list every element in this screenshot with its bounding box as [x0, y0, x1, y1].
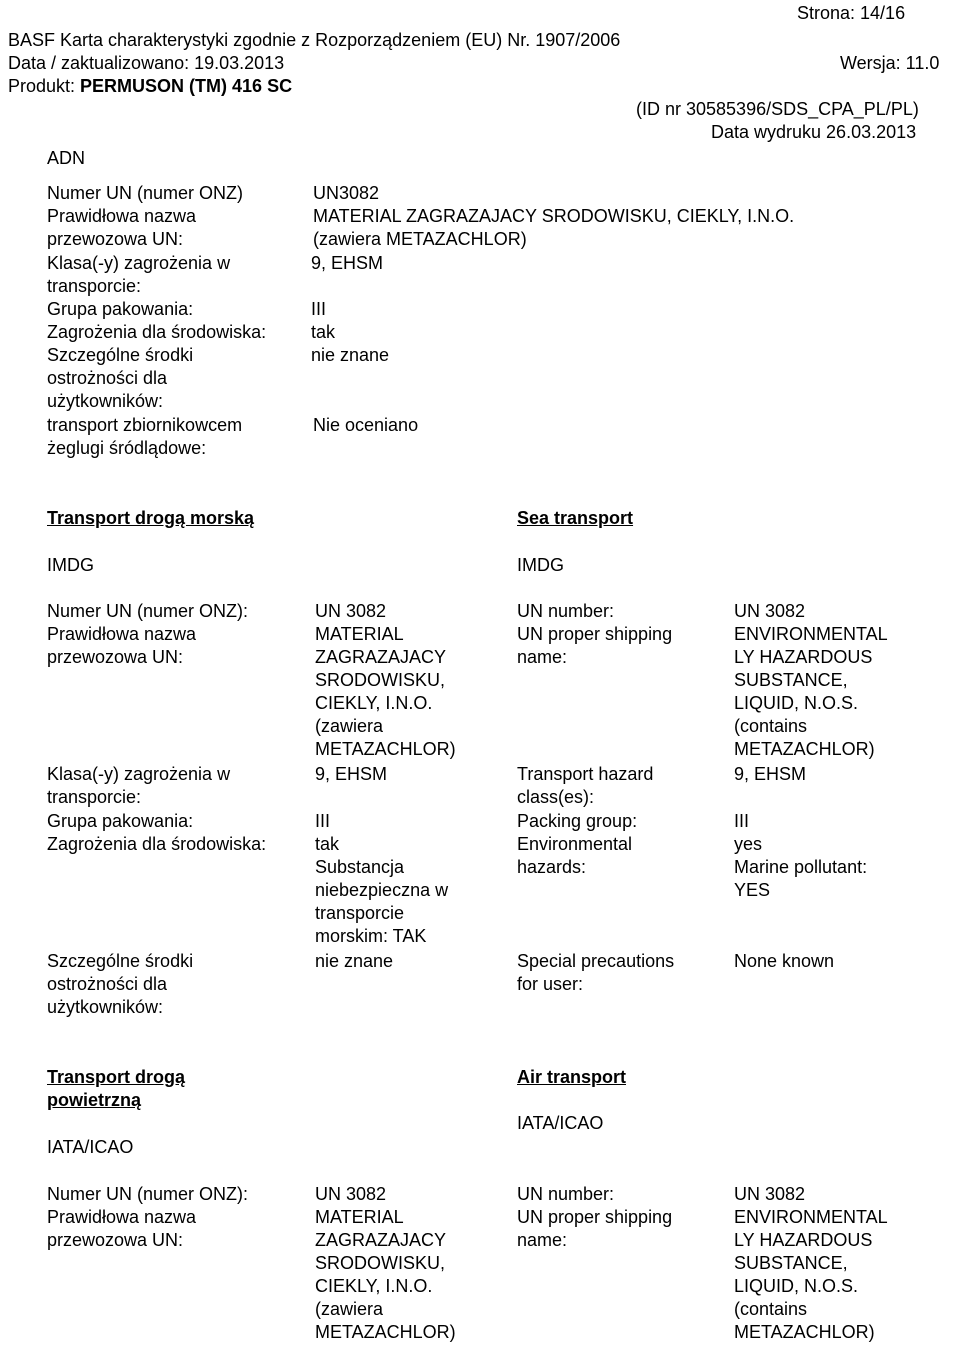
- sea-en-pg-label: Packing group:: [517, 811, 638, 831]
- sea-en-pg-value: III: [734, 811, 750, 831]
- adn-env-label: Zagrożenia dla środowiska:: [47, 322, 267, 342]
- sea-en-class-label: Transport hazard class(es):: [517, 764, 654, 807]
- adn-pg-label: Grupa pakowania:: [47, 299, 194, 319]
- air-pl-name-value: MATERIAL ZAGRAZAJACY SRODOWISKU, CIEKLY, I.N.O. (zawiera METAZACHLOR): [315, 1207, 456, 1342]
- print-date: Data wydruku 26.03.2013: [711, 122, 917, 142]
- sea-en-code: IMDG: [517, 555, 564, 575]
- sea-pl-precautions-value: nie znane: [315, 951, 394, 971]
- product-line: [8, 75, 292, 98]
- adn-name-label-1: Prawidłowa nazwa: [47, 206, 197, 226]
- air-en-un-label: UN number:: [517, 1184, 615, 1204]
- air-en-name-value: ENVIRONMENTAL LY HAZARDOUS SUBSTANCE, LIQUID, N.O.S. (contains METAZACHLOR): [734, 1207, 888, 1342]
- sea-en-class-value: 9, EHSM: [734, 764, 807, 784]
- sea-pl-env-label: Zagrożenia dla środowiska:: [47, 834, 267, 854]
- sea-pl-precautions-label: Szczególne środki ostrożności dla użytkowników:: [47, 951, 194, 1017]
- adn-env-value: tak: [311, 322, 336, 342]
- adn-class-value: 9, EHSM: [311, 253, 384, 273]
- air-en-heading: Air transport: [517, 1067, 627, 1087]
- sea-pl-name-label: Prawidłowa nazwa przewozowa UN:: [47, 624, 197, 667]
- sea-en-precautions-label: Special precautions for user:: [517, 951, 675, 994]
- adn-class-label-1: Klasa(-y) zagrożenia w: [47, 253, 231, 273]
- sea-en-name-label: UN proper shipping name:: [517, 624, 673, 667]
- adn-un-label: Numer UN (numer ONZ): [47, 183, 244, 203]
- adn-tank-label: transport zbiornikowcem żeglugi śródlądowe:: [47, 415, 243, 458]
- sea-pl-pg-label: Grupa pakowania:: [47, 811, 194, 831]
- adn-name-label-2: przewozowa UN:: [47, 229, 184, 249]
- sea-pl-name-value: MATERIAL ZAGRAZAJACY SRODOWISKU, CIEKLY, I.N.O. (zawiera METAZACHLOR): [315, 624, 456, 759]
- air-en-un-value: UN 3082: [734, 1184, 806, 1204]
- air-pl-name-label: Prawidłowa nazwa przewozowa UN:: [47, 1207, 197, 1250]
- adn-precautions-value: nie znane: [311, 345, 390, 365]
- adn-heading: ADN: [47, 148, 86, 168]
- air-en-code: IATA/ICAO: [517, 1113, 604, 1133]
- sea-pl-un-label: Numer UN (numer ONZ):: [47, 601, 249, 621]
- air-pl-un-label: Numer UN (numer ONZ):: [47, 1184, 249, 1204]
- revision-date: Data / zaktualizowano: 19.03.2013: [8, 53, 285, 73]
- sea-en-name-value: ENVIRONMENTAL LY HAZARDOUS SUBSTANCE, LIQUID, N.O.S. (contains METAZACHLOR): [734, 624, 888, 759]
- sea-pl-class-label: Klasa(-y) zagrożenia w transporcie:: [47, 764, 231, 807]
- air-pl-un-value: UN 3082: [315, 1184, 387, 1204]
- product-name: PERMUSON (TM) 416 SC: [80, 76, 293, 96]
- sea-en-precautions-value: None known: [734, 951, 835, 971]
- page-number: Strona: 14/16: [797, 3, 906, 23]
- air-en-name-label: UN proper shipping name:: [517, 1207, 673, 1250]
- sea-pl-pg-value: III: [315, 811, 331, 831]
- sea-en-env-label: Environmental hazards:: [517, 834, 633, 877]
- adn-name-value-2: (zawiera METAZACHLOR): [313, 229, 527, 249]
- sea-en-env-value: yes Marine pollutant: YES: [734, 834, 868, 900]
- sea-en-un-value: UN 3082: [734, 601, 806, 621]
- version: Wersja: 11.0: [840, 53, 940, 73]
- air-pl-heading: Transport drogą powietrzną: [47, 1067, 186, 1110]
- sea-en-heading: Sea transport: [517, 508, 634, 528]
- sea-pl-env-value: tak Substancja niebezpieczna w transporcie morskim: TAK: [315, 834, 449, 946]
- air-pl-code: IATA/ICAO: [47, 1137, 134, 1157]
- adn-tank-value: Nie oceniano: [313, 415, 419, 435]
- sea-pl-code: IMDG: [47, 555, 94, 575]
- adn-class-label-2: transporcie:: [47, 276, 142, 296]
- adn-name-value-1: MATERIAL ZAGRAZAJACY SRODOWISKU, CIEKLY, I.N.O.: [313, 206, 795, 226]
- adn-pg-value: III: [311, 299, 327, 319]
- sea-pl-class-value: 9, EHSM: [315, 764, 388, 784]
- product-label: Produkt:: [8, 76, 81, 96]
- adn-un-value: UN3082: [313, 183, 380, 203]
- adn-precautions-label: Szczególne środki ostrożności dla użytkowników:: [47, 345, 194, 411]
- document-title: BASF Karta charakterystyki zgodnie z Rozporządzeniem (EU) Nr. 1907/2006: [8, 30, 621, 50]
- sea-en-un-label: UN number:: [517, 601, 615, 621]
- sea-pl-un-value: UN 3082: [315, 601, 387, 621]
- sea-pl-heading: Transport drogą morską: [47, 508, 255, 528]
- document-id: (ID nr 30585396/SDS_CPA_PL/PL): [636, 99, 919, 119]
